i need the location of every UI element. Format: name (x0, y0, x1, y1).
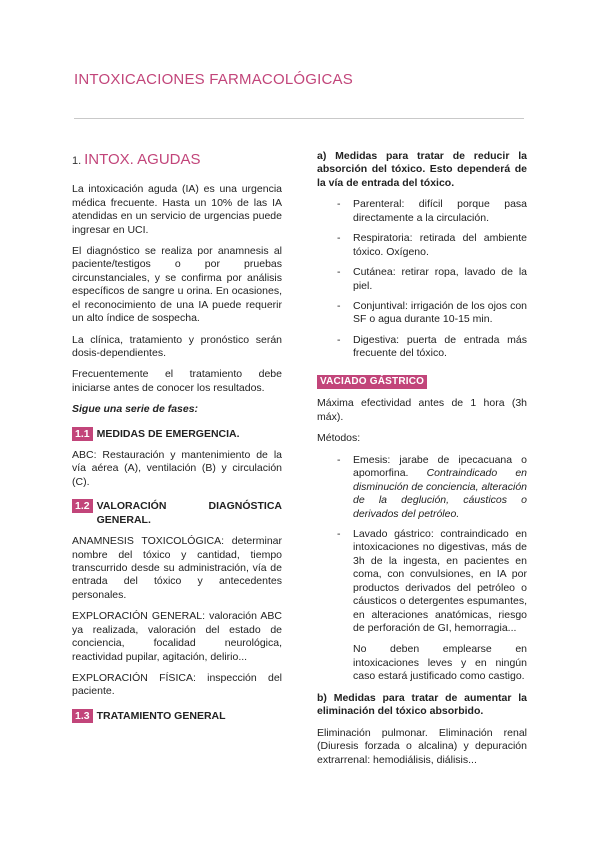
phases-title: Sigue una serie de fases: (72, 403, 199, 416)
methods-list (317, 454, 527, 636)
left-column (72, 150, 282, 731)
section-title: INTOX. AGUDAS (84, 151, 201, 168)
list-item: - Lavado gástrico: contraindicado en intoxicaciones no digestivas, más de 3h de la ingesta, en pacientes en coma, con convulsiones, en IA por productos derivados del petróleo o cáusticos o detergentes espumantes, en alteraciones anatómicas, riesgo de perforación de GI, hemorragia... (337, 527, 527, 635)
emesis-contraindication: Contraindicado en disminución de conciencia, alteración de la deglución, cáusticos o derivados del petróleo. (353, 467, 527, 520)
subsection-heading-1-3 (72, 709, 282, 723)
list-item: - Cutánea: retirar ropa, lavado de la piel. (337, 266, 527, 292)
section-number: 1. (72, 155, 82, 167)
paragraph-intro: La intoxicación aguda (IA) es una urgencia médica frecuente. Hasta un 10% de las IA atendidas en un servicio de urgencias puede ingresar en UCI. (72, 183, 282, 236)
list-item: - Respiratoria: retirada del ambiente tóxico. Oxígeno. (337, 232, 527, 258)
subsection-badge: 1.1 (72, 427, 93, 441)
measure-a-title: a) Medidas para tratar de reducir la absorción del tóxico. Esto dependerá de la vía de entrada del tóxico. (317, 150, 527, 189)
list-item: - Parenteral: difícil porque pasa directamente a la circulación. (337, 198, 527, 224)
page-title: INTOXICACIONES FARMACOLÓGICAS (74, 71, 353, 88)
subsection-badge: 1.2 (72, 499, 93, 513)
paragraph-anamnesis: ANAMNESIS TOXICOLÓGICA: determinar nombre del tóxico y cantidad, tiempo transcurrido desde su administración, vía de entrada del tóxico y antecedentes personales. (72, 535, 282, 601)
measure-b-title: b) Medidas para tratar de aumentar la eliminación del tóxico absorbido. (317, 691, 527, 718)
right-column (317, 150, 527, 775)
lavado-note: No deben emplearse en intoxicaciones leves y en ningún caso estará justificado como castigo. (353, 643, 527, 683)
list-item: - Conjuntival: irrigación de los ojos con SF o agua durante 10-15 min. (337, 299, 527, 326)
routes-list (317, 198, 527, 360)
paragraph-physical-exam: EXPLORACIÓN FÍSICA: inspección del paciente. (72, 672, 282, 698)
subsection-badge: 1.3 (72, 709, 93, 723)
paragraph-abc: ABC: Restauración y mantenimiento de la vía aérea (A), ventilación (B) y circulación (C). (72, 448, 282, 488)
subsection-heading-1-2 (72, 499, 282, 527)
subsection-title: VALORACIÓN DIAGNÓSTICA GENERAL. (96, 500, 282, 527)
list-item: - Emesis: jarabe de ipecacuana o apomorfina. Contraindicado en disminución de conciencia, alteración de la deglución, cáusticos o derivados del petróleo. (337, 453, 527, 520)
gastric-emptying-label: VACIADO GÁSTRICO (317, 375, 427, 390)
paragraph-methods: Métodos: (317, 432, 361, 445)
paragraph-effectiveness: Máxima efectividad antes de 1 hora (3h máx). (317, 397, 527, 423)
subsection-title: TRATAMIENTO GENERAL (96, 709, 226, 722)
subsection-heading-1-1 (72, 427, 282, 441)
title-divider (74, 118, 524, 119)
paragraph-diagnosis: El diagnóstico se realiza por anamnesis al paciente/testigos o por pruebas circunstanciales, y se confirma por análisis específicos de sangre u orina. En ocasiones, el reconocimiento de una IA puede requerir un alto índice de sospecha. (72, 244, 282, 325)
section-heading (72, 150, 282, 169)
paragraph-treatment: Frecuentemente el tratamiento debe iniciarse antes de conocer los resultados. (72, 368, 282, 394)
list-item: - Digestiva: puerta de entrada más frecuente del tóxico. (337, 333, 527, 360)
paragraph-elimination: Eliminación pulmonar. Eliminación renal (Diuresis forzada o alcalina) y depuración extrarrenal: hemodiálisis, diálisis... (317, 726, 527, 766)
paragraph-clinic: La clínica, tratamiento y pronóstico serán dosis-dependientes. (72, 333, 282, 359)
subsection-title: MEDIDAS DE EMERGENCIA. (96, 427, 240, 440)
paragraph-general-exam: EXPLORACIÓN GENERAL: valoración ABC ya realizada, valoración del estado de conciencia, focalidad neurológica, reactividad pupilar, agitación, delirio... (72, 610, 282, 663)
